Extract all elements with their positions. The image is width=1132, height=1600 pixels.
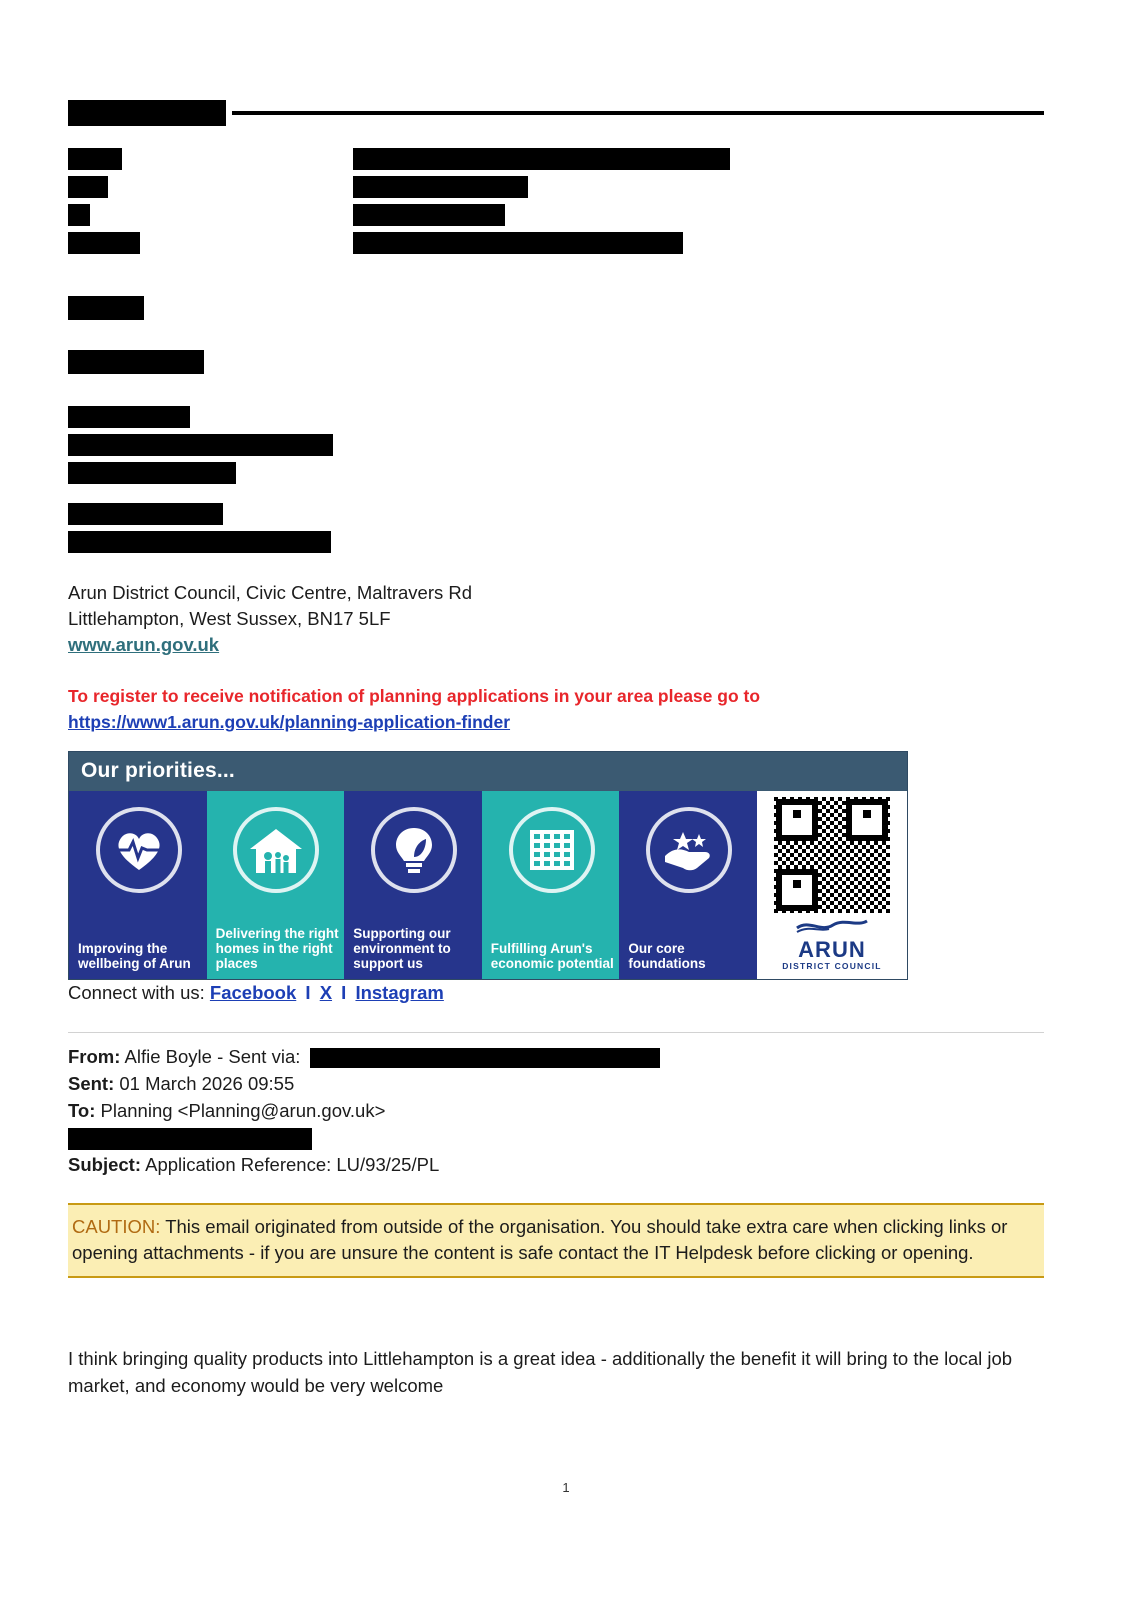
subject-value: Application Reference: LU/93/25/PL [145,1154,440,1175]
logo-subtitle: DISTRICT COUNCIL [782,961,882,971]
header-to [68,1097,660,1124]
connect-label: Connect with us: [68,982,205,1003]
header-from [68,1043,660,1070]
priority-label: Improving the wellbeing of Arun [78,941,191,971]
redacted-signature [68,503,331,559]
qr-code-icon [774,797,890,913]
redacted-greeting [68,296,144,326]
priority-environment [344,791,482,979]
notice-text: To register to receive notification of planning applications in your area please go to [68,686,761,706]
from-label: From: [68,1046,121,1067]
redacted-recipient [68,1128,312,1150]
header-rule [232,111,1044,115]
priority-wellbeing [69,791,207,979]
caution-keyword: CAUTION: [72,1216,161,1237]
instagram-link[interactable]: Instagram [355,982,444,1003]
redacted-paragraph-1 [68,350,204,380]
header-sent [68,1070,660,1097]
page-number: 1 [562,1480,570,1495]
address-line-2: Littlehampton, West Sussex, BN17 5LF [68,608,391,629]
priority-homes [207,791,345,979]
email-body-text: I think bringing quality products into Littlehampton is a great idea - additionally the benefit it will bring to the local job market, and economy would be very welcome [68,1348,1013,1396]
subject-label: Subject: [68,1154,141,1175]
lightbulb-leaf-icon [371,807,457,893]
qr-and-logo-cell [757,791,907,979]
external-email-caution-banner [68,1203,1044,1278]
connect-with-us [68,982,444,1004]
redacted-field-values [353,148,730,260]
house-family-icon [233,807,319,893]
address-line-1: Arun District Council, Civic Centre, Maltravers Rd [68,582,473,603]
banner-priorities [69,791,907,979]
logo-name: ARUN [798,937,866,962]
banner-title: Our priorities... [69,752,907,791]
hand-stars-icon [646,807,732,893]
arun-district-council-logo [782,917,881,971]
header-subject [68,1151,660,1178]
section-divider [68,1032,1044,1033]
link-separator: I [305,982,311,1003]
x-link[interactable]: X [319,982,333,1003]
email-headers [68,1043,660,1178]
priority-label: Fulfilling Arun's economic potential [490,941,614,971]
sent-value: 01 March 2026 09:55 [119,1073,295,1094]
planning-notification-notice [68,684,760,734]
priority-label: Supporting our environment to support us [353,926,451,971]
heart-pulse-icon [96,807,182,893]
priority-foundations [619,791,757,979]
to-value: Planning <Planning@arun.gov.uk> [100,1100,386,1121]
planning-application-finder-link[interactable]: https://www1.arun.gov.uk/planning-application-finder [68,712,511,732]
council-address [68,580,472,658]
sent-label: Sent: [68,1073,115,1094]
priority-economic [482,791,620,979]
document-header [68,100,1044,126]
to-label: To: [68,1100,96,1121]
council-website-link[interactable]: www.arun.gov.uk [68,634,220,655]
caution-text: This email originated from outside of the organisation. You should take extra care when clicking links or opening attachments - if you are unsure the content is safe contact the IT Helpdesk before clicking or opening. [72,1216,1008,1263]
redacted-sender-address [310,1048,660,1068]
redacted-field-labels [68,148,140,260]
our-priorities-banner [68,751,908,980]
header-cc-redacted [68,1124,660,1151]
from-value: Alfie Boyle - Sent via: [124,1046,301,1067]
priority-label: Delivering the right homes in the right places [215,926,339,971]
building-grid-icon [509,807,595,893]
redacted-header-text [68,100,226,126]
facebook-link[interactable]: Facebook [209,982,297,1003]
redacted-paragraph-2 [68,406,333,490]
priority-label: Our core foundations [628,941,706,971]
wave-icon [795,917,869,933]
link-separator: I [341,982,347,1003]
